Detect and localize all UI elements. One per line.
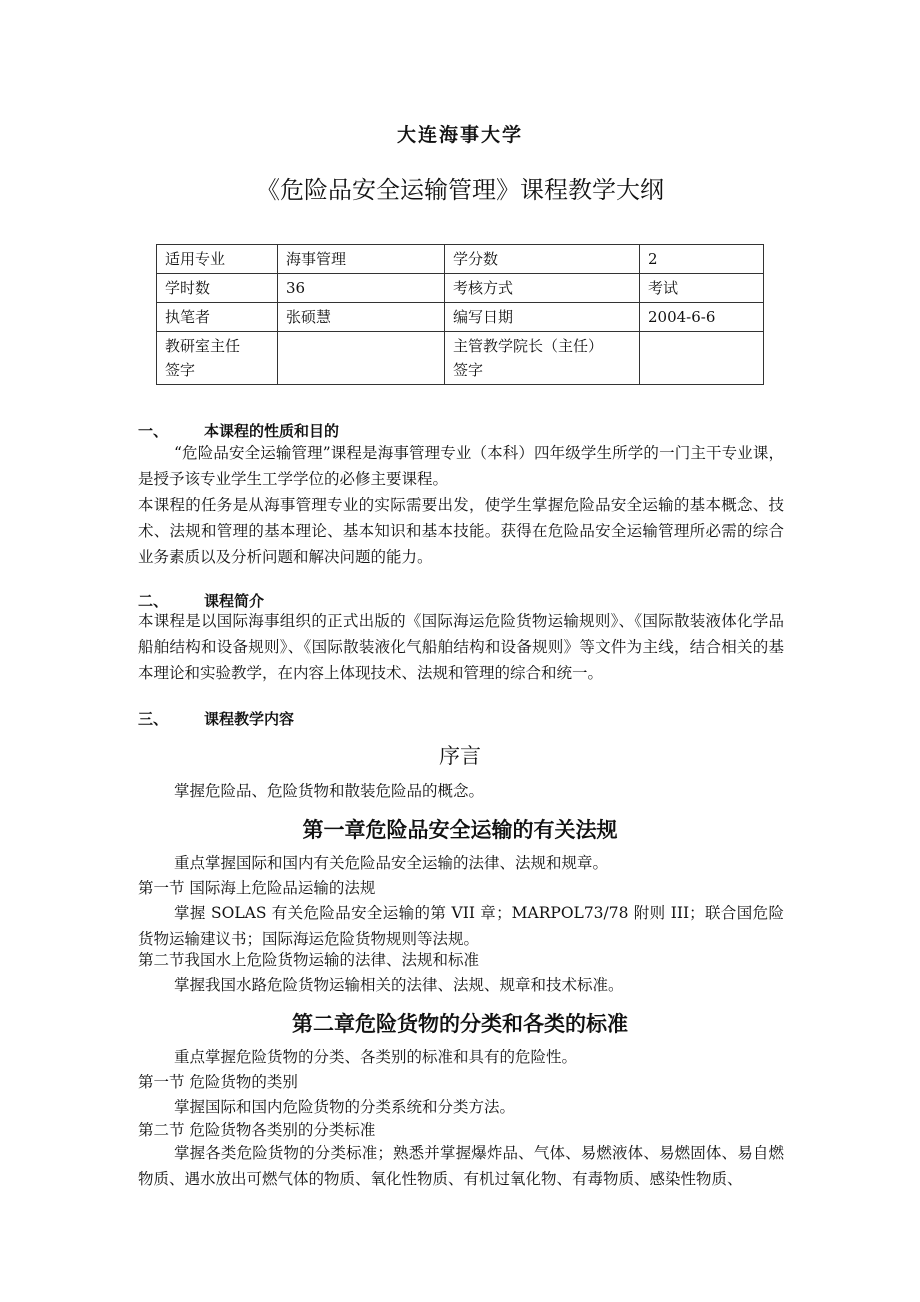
chapter-2-paragraph: 重点掌握危险货物的分类、各类别的标准和具有的危险性。 bbox=[174, 1048, 578, 1066]
table-cell bbox=[640, 332, 764, 385]
table-row bbox=[157, 303, 764, 332]
table-cell: 海事管理 bbox=[278, 245, 445, 274]
section-1-paragraph-2: 本课程的任务是从海事管理专业的实际需要出发，使学生掌握危险品安全运输的基本概念、技术、法规和管理的基本理论、基本知识和基本技能。获得在危险品安全运输管理所必需的综合业务素质以及分析问题和解决问题的能力。 bbox=[138, 496, 784, 566]
chapter-1-section-1-paragraph: 掌握 SOLAS 有关危险品安全运输的第 VII 章；MARPOL73/78 附则 III；联合国危险货物运输建议书；国际海运危险货物规则等法规。 bbox=[138, 904, 784, 948]
section-1-heading bbox=[138, 420, 339, 441]
section-1-paragraph-1: “危险品安全运输管理”课程是海事管理专业（本科）四年级学生所学的一门主干专业课，是授予该专业学生工学学位的必修主要课程。 bbox=[138, 444, 784, 488]
section-title: 课程教学内容 bbox=[204, 710, 295, 728]
table-cell: 执笔者 bbox=[157, 303, 278, 332]
table-cell: 张硕慧 bbox=[278, 303, 445, 332]
info-table bbox=[156, 244, 764, 385]
table-cell bbox=[278, 332, 445, 385]
table-cell: 2004-6-6 bbox=[640, 303, 764, 332]
chapter-2-section-1-title: 第一节 危险货物的类别 bbox=[138, 1073, 298, 1091]
table-cell: 考核方式 bbox=[445, 274, 640, 303]
chapter-1-title: 第一章危险品安全运输的有关法规 bbox=[302, 817, 618, 842]
chapter-1-section-2-paragraph: 掌握我国水路危险货物运输相关的法律、法规、规章和技术标准。 bbox=[174, 976, 624, 994]
chapter-1-section-2-title: 第二节我国水上危险货物运输的法律、法规和标准 bbox=[138, 951, 480, 969]
table-cell: 36 bbox=[278, 274, 445, 303]
chapter-2-title: 第二章危险货物的分类和各类的标准 bbox=[292, 1011, 628, 1036]
table-cell: 主管教学院长（主任） 签字 bbox=[445, 332, 640, 385]
section-3-heading bbox=[138, 708, 294, 729]
section-2-paragraph: 本课程是以国际海事组织的正式出版的《国际海运危险货物运输规则》、《国际散装液体化学品船舶结构和设备规则》、《国际散装液化气船舶结构和设备规则》等文件为主线，结合相关的基本理论和实验教学，在内容上体现技术、法规和管理的综合和统一。 bbox=[138, 612, 784, 682]
table-cell: 学时数 bbox=[157, 274, 278, 303]
university-name: 大连海事大学 bbox=[396, 124, 523, 146]
table-cell: 2 bbox=[640, 245, 764, 274]
chapter-2-section-2-title: 第二节 危险货物各类别的分类标准 bbox=[138, 1121, 376, 1139]
chapter-1-paragraph: 重点掌握国际和国内有关危险品安全运输的法律、法规和规章。 bbox=[174, 854, 609, 872]
section-number: 二、 bbox=[138, 592, 169, 610]
preface-paragraph: 掌握危险品、危险货物和散装危险品的概念。 bbox=[174, 782, 485, 800]
section-title: 课程简介 bbox=[204, 592, 265, 610]
chapter-2-section-2-paragraph: 掌握各类危险货物的分类标准；熟悉并掌握爆炸品、气体、易燃液体、易燃固体、易自燃物质、遇水放出可燃气体的物质、氧化性物质、有机过氧化物、有毒物质、感染性物质、 bbox=[138, 1144, 784, 1188]
section-number: 一、 bbox=[138, 422, 169, 440]
table-row bbox=[157, 274, 764, 303]
chapter-1-section-1-title: 第一节 国际海上危险品运输的法规 bbox=[138, 879, 376, 897]
table-cell: 编写日期 bbox=[445, 303, 640, 332]
table-cell: 教研室主任 签字 bbox=[157, 332, 278, 385]
table-cell: 考试 bbox=[640, 274, 764, 303]
section-title: 本课程的性质和目的 bbox=[204, 422, 340, 440]
document-title: 《危险品安全运输管理》课程教学大纲 bbox=[256, 176, 664, 204]
table-row bbox=[157, 332, 764, 385]
section-number: 三、 bbox=[138, 710, 169, 728]
preface-title: 序言 bbox=[439, 744, 481, 768]
table-row bbox=[157, 245, 764, 274]
table-cell: 学分数 bbox=[445, 245, 640, 274]
chapter-2-section-1-paragraph: 掌握国际和国内危险货物的分类系统和分类方法。 bbox=[174, 1098, 516, 1116]
table-cell: 适用专业 bbox=[157, 245, 278, 274]
